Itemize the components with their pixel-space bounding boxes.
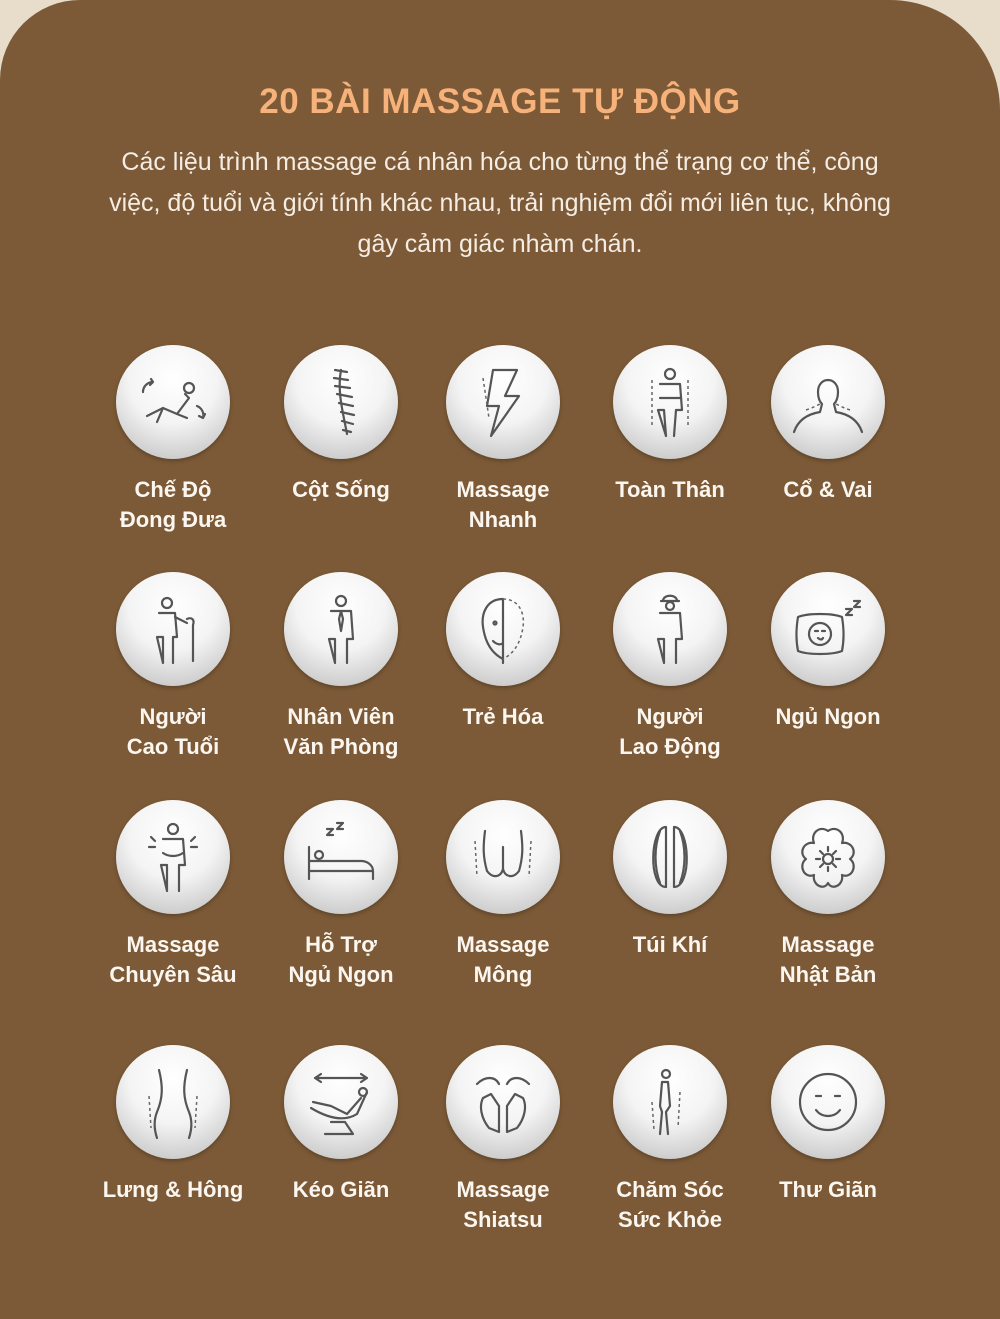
program-label: Chăm Sóc Sức Khỏe: [616, 1177, 724, 1232]
lightning-icon: [463, 362, 543, 442]
program-circle: [446, 1045, 560, 1159]
program-label: Massage Nhật Bản: [779, 932, 877, 987]
program-label: Ngủ Ngon: [775, 704, 881, 729]
program-label: Massage Mông: [456, 932, 550, 987]
program-circle: [613, 572, 727, 686]
program-circle: [771, 572, 885, 686]
sleep-pillow-icon: [788, 589, 868, 669]
program-circle: [771, 1045, 885, 1159]
waist-hip-icon: [133, 1062, 213, 1142]
program-circle: [284, 1045, 398, 1159]
program-label: Cột Sống: [292, 477, 390, 502]
sakura-flower-icon: [788, 817, 868, 897]
program-circle: [116, 572, 230, 686]
page-title: 20 BÀI MASSAGE TỰ ĐỘNG: [259, 82, 741, 121]
program-label: Trẻ Hóa: [462, 704, 544, 729]
program-circle: [446, 800, 560, 914]
program-label: Chế Độ Đong Đưa: [119, 477, 227, 532]
program-circle: [446, 572, 560, 686]
elderly-icon: [133, 589, 213, 669]
program-circle: [446, 345, 560, 459]
office-worker-icon: [301, 589, 381, 669]
program-label: Toàn Thân: [615, 477, 725, 502]
program-circle: [613, 800, 727, 914]
program-label: Kéo Giãn: [292, 1177, 390, 1202]
program-circle: [284, 572, 398, 686]
airbag-icon: [630, 817, 710, 897]
laborer-icon: [630, 589, 710, 669]
swing-mode-icon: [133, 362, 213, 442]
health-care-icon: [630, 1062, 710, 1142]
program-label: Massage Nhanh: [456, 477, 550, 532]
program-label: Người Lao Động: [619, 704, 721, 759]
spine-icon: [301, 362, 381, 442]
program-circle: [116, 1045, 230, 1159]
program-label: Massage Chuyên Sâu: [109, 932, 237, 987]
rejuvenation-face-icon: [463, 589, 543, 669]
program-circle: [116, 800, 230, 914]
program-circle: [116, 345, 230, 459]
page-description: Các liệu trình massage cá nhân hóa cho từng thể trạng cơ thể, công việc, độ tuổi và giới tính khác nhau, trải nghiệm đổi mới liên tục, không gây cảm giác nhàm chán.: [109, 148, 891, 258]
program-circle: [771, 800, 885, 914]
program-label: Nhân Viên Văn Phòng: [283, 704, 399, 759]
smile-face-icon: [788, 1062, 868, 1142]
program-label: Thư Giãn: [779, 1177, 877, 1202]
buttocks-icon: [463, 817, 543, 897]
program-label: Túi Khí: [632, 932, 708, 957]
program-label: Massage Shiatsu: [456, 1177, 550, 1232]
program-circle: [771, 345, 885, 459]
program-label: Cổ & Vai: [783, 477, 873, 502]
program-label: Lưng & Hông: [102, 1177, 244, 1202]
program-circle: [284, 345, 398, 459]
program-circle: [613, 1045, 727, 1159]
stretch-chair-icon: [301, 1062, 381, 1142]
program-circle: [284, 800, 398, 914]
program-label: Hỗ Trợ Ngủ Ngon: [288, 932, 394, 987]
shiatsu-hands-icon: [463, 1062, 543, 1142]
full-body-icon: [630, 362, 710, 442]
bed-sleep-icon: [301, 817, 381, 897]
program-circle: [613, 345, 727, 459]
neck-shoulder-icon: [788, 362, 868, 442]
deep-massage-icon: [133, 817, 213, 897]
program-label: Người Cao Tuổi: [126, 704, 220, 759]
